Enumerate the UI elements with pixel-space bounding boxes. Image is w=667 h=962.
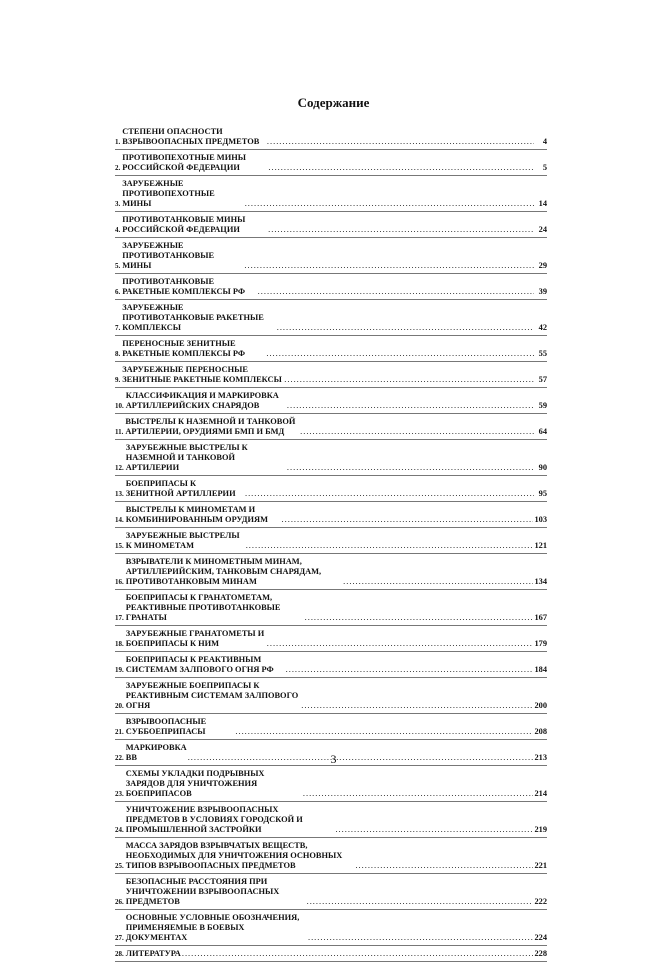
toc-entry-number: 26. — [115, 898, 124, 906]
toc-entry — [115, 414, 547, 440]
toc-entry-page: 200 — [534, 701, 547, 710]
toc-leader-dots — [286, 665, 534, 675]
toc-entry-title: ЗАРУБЕЖНЫЕ ГРАНАТОМЕТЫ И БОЕПРИПАСЫ К НИМ — [125, 629, 265, 648]
toc-entry-page: 121 — [534, 541, 547, 550]
toc-entry-title: ВЫСТРЕЛЫ К МИНОМЕТАМ И КОМБИНИРОВАННЫМ ОРУДИЯМ — [125, 505, 268, 524]
table-of-contents — [115, 124, 547, 962]
toc-entry-number: 15. — [115, 542, 124, 550]
toc-entry-number: 21. — [115, 728, 124, 736]
toc-leader-dots — [258, 287, 534, 297]
toc-entry-page: 219 — [534, 825, 547, 834]
toc-entry-page: 214 — [534, 789, 547, 798]
toc-entry-title: ОСНОВНЫЕ УСЛОВНЫЕ ОБОЗНАЧЕНИЯ, ПРИМЕНЯЕМЫЕ В БОЕВЫХ ДОКУМЕНТАХ — [125, 913, 300, 942]
toc-entry — [115, 362, 547, 388]
toc-entry-title: ПЕРЕНОСНЫЕ ЗЕНИТНЫЕ РАКЕТНЫЕ КОМПЛЕКСЫ РФ — [122, 339, 246, 358]
toc-entry-title: МАССА ЗАРЯДОВ ВЗРЫВЧАТЫХ ВЕЩЕСТВ, НЕОБХОДИМЫХ ДЛЯ УНИЧТОЖЕНИЯ ОСНОВНЫХ ТИПОВ ВЗРЫВООПАСНЫХ ПРЕДМЕТОВ — [125, 841, 343, 870]
toc-entry-number: 13. — [115, 490, 124, 498]
toc-entry — [115, 150, 547, 176]
toc-entry-page: 103 — [534, 515, 547, 524]
toc-entry — [115, 714, 547, 740]
toc-entry — [115, 554, 547, 590]
toc-entry-number: 27. — [115, 934, 124, 942]
toc-entry — [115, 766, 547, 802]
toc-entry-title: БОЕПРИПАСЫ К РЕАКТИВНЫМ СИСТЕМАМ ЗАЛПОВОГО ОГНЯ РФ — [125, 655, 274, 674]
toc-entry-page: 42 — [538, 323, 547, 332]
toc-entry-number: 24. — [115, 826, 124, 834]
toc-entry-title: ПРОТИВОТАНКОВЫЕ РАКЕТНЫЕ КОМПЛЕКСЫ РФ — [122, 277, 246, 296]
toc-entry-page: 184 — [534, 665, 547, 674]
toc-entry-page: 224 — [534, 933, 547, 942]
toc-entry — [115, 626, 547, 652]
toc-entry — [115, 910, 547, 946]
toc-entry — [115, 874, 547, 910]
toc-entry-number: 11. — [115, 428, 124, 436]
toc-entry — [115, 838, 547, 874]
toc-entry-number: 6. — [115, 288, 121, 296]
toc-entry-page: 64 — [538, 427, 547, 436]
toc-entry-page: 134 — [534, 577, 547, 586]
toc-entry-title: ЗАРУБЕЖНЫЕ ПЕРЕНОСНЫЕ ЗЕНИТНЫЕ РАКЕТНЫЕ КОМПЛЕКСЫ — [122, 365, 282, 384]
toc-leader-dots — [268, 163, 534, 173]
toc-entry — [115, 300, 547, 336]
toc-entry — [115, 502, 547, 528]
toc-entry — [115, 124, 547, 150]
toc-entry-title: ЗАРУБЕЖНЫЕ ПРОТИВОТАНКОВЫЕ РАКЕТНЫЕ КОМПЛЕКСЫ — [122, 303, 264, 332]
toc-leader-dots — [284, 375, 534, 385]
toc-entry-number: 9. — [115, 376, 121, 384]
toc-entry-number: 28. — [115, 950, 124, 958]
toc-entry-number: 1. — [115, 138, 121, 146]
toc-leader-dots — [335, 825, 533, 835]
toc-leader-dots — [244, 261, 534, 271]
toc-entry — [115, 590, 547, 626]
toc-entry-page: 95 — [538, 489, 547, 498]
toc-entry-number: 19. — [115, 666, 124, 674]
toc-leader-dots — [287, 463, 534, 473]
toc-entry-title: КЛАССИФИКАЦИЯ И МАРКИРОВКА АРТИЛЛЕРИЙСКИХ СНАРЯДОВ — [125, 391, 279, 410]
toc-entry — [115, 476, 547, 502]
toc-entry — [115, 212, 547, 238]
toc-leader-dots — [182, 949, 534, 959]
toc-entry-number: 4. — [115, 226, 121, 234]
toc-entry-page: 4 — [542, 137, 547, 146]
page-number: 3 — [330, 752, 337, 766]
toc-entry-page: 221 — [534, 861, 547, 870]
toc-entry-number: 10. — [115, 402, 124, 410]
toc-entry-page: 228 — [534, 949, 547, 958]
toc-entry — [115, 388, 547, 414]
toc-entry-number: 25. — [115, 862, 124, 870]
toc-entry-title: ЗАРУБЕЖНЫЕ ПРОТИВОПЕХОТНЫЕ МИНЫ — [122, 179, 215, 208]
toc-entry — [115, 336, 547, 362]
toc-entry — [115, 802, 547, 838]
toc-entry — [115, 176, 547, 212]
toc-entry-number: 18. — [115, 640, 124, 648]
toc-entry-page: 39 — [538, 287, 547, 296]
toc-entry — [115, 440, 547, 476]
toc-entry-title: ВЗРЫВООПАСНЫЕ СУББОЕПРИПАСЫ — [125, 717, 207, 736]
toc-entry — [115, 678, 547, 714]
toc-entry-title: УНИЧТОЖЕНИЕ ВЗРЫВООПАСНЫХ ПРЕДМЕТОВ В УСЛОВИЯХ ГОРОДСКОЙ И ПРОМЫШЛЕННОЙ ЗАСТРОЙКИ — [125, 805, 303, 834]
toc-entry-number: 5. — [115, 262, 121, 270]
toc-entry-title: МАРКИРОВКА ВВ — [125, 743, 187, 762]
toc-entry-title: БОЕПРИПАСЫ К ГРАНАТОМЕТАМ, РЕАКТИВНЫЕ ПРОТИВОТАНКОВЫЕ ГРАНАТЫ — [125, 593, 281, 622]
toc-entry — [115, 652, 547, 678]
toc-entry-number: 20. — [115, 702, 124, 710]
toc-entry-page: 24 — [538, 225, 547, 234]
toc-leader-dots — [287, 401, 534, 411]
toc-entry-title: ПРОТИВОТАНКОВЫЕ МИНЫ РОССИЙСКОЙ ФЕДЕРАЦИИ — [122, 215, 246, 234]
toc-entry-number: 17. — [115, 614, 124, 622]
toc-entry-title: ЛИТЕРАТУРА — [125, 949, 181, 958]
toc-entry-number: 16. — [115, 578, 124, 586]
toc-leader-dots — [267, 639, 534, 649]
toc-entry-number: 8. — [115, 350, 121, 358]
toc-entry — [115, 238, 547, 274]
toc-entry-title: ВЗРЫВАТЕЛИ К МИНОМЕТНЫМ МИНАМ, АРТИЛЛЕРИЙСКИМ, ТАНКОВЫМ СНАРЯДАМ, ПРОТИВОТАНКОВЫМ МИНАМ — [125, 557, 322, 586]
toc-entry-page: 29 — [538, 261, 547, 270]
toc-leader-dots — [268, 225, 534, 235]
toc-leader-dots — [308, 933, 533, 943]
toc-entry-title: ВЫСТРЕЛЫ К НАЗЕМНОЙ И ТАНКОВОЙ АРТИЛЕРИИ, ОРУДИЯМИ БМП И БМД — [125, 417, 296, 436]
toc-entry-title: ЗАРУБЕЖНЫЕ ВЫСТРЕЛЫ К НАЗЕМНОЙ И ТАНКОВОЙ АРТИЛЕРИИ — [125, 443, 248, 472]
toc-entry-title: БЕЗОПАСНЫЕ РАССТОЯНИЯ ПРИ УНИЧТОЖЕНИИ ВЗРЫВООПАСНЫХ ПРЕДМЕТОВ — [125, 877, 280, 906]
toc-entry-title: ПРОТИВОПЕХОТНЫЕ МИНЫ РОССИЙСКОЙ ФЕДЕРАЦИИ — [122, 153, 246, 172]
toc-entry-number: 7. — [115, 324, 121, 332]
toc-leader-dots — [282, 515, 534, 525]
toc-leader-dots — [301, 701, 533, 711]
toc-leader-dots — [277, 323, 534, 333]
toc-leader-dots — [245, 199, 534, 209]
toc-entry-number: 23. — [115, 790, 124, 798]
toc-entry — [115, 946, 547, 962]
toc-entry-title: СТЕПЕНИ ОПАСНОСТИ ВЗРЫВООПАСНЫХ ПРЕДМЕТОВ — [122, 127, 260, 146]
toc-entry-page: 59 — [538, 401, 547, 410]
toc-entry-number: 12. — [115, 464, 124, 472]
toc-entry-page: 55 — [538, 349, 547, 358]
toc-entry-page: 208 — [534, 727, 547, 736]
toc-entry-page: 213 — [534, 753, 547, 762]
toc-entry-page: 5 — [542, 163, 547, 172]
toc-leader-dots — [303, 789, 534, 799]
toc-leader-dots — [307, 897, 534, 907]
toc-entry-page: 57 — [538, 375, 547, 384]
toc-entry-number: 3. — [115, 200, 121, 208]
toc-leader-dots — [300, 427, 534, 437]
toc-leader-dots — [235, 727, 533, 737]
toc-entry-number: 2. — [115, 164, 121, 172]
toc-entry — [115, 528, 547, 554]
toc-entry-page: 167 — [534, 613, 547, 622]
toc-entry — [115, 274, 547, 300]
toc-entry-number: 22. — [115, 754, 124, 762]
toc-entry-title: ЗАРУБЕЖНЫЕ БОЕПРИПАСЫ К РЕАКТИВНЫМ СИСТЕМАМ ЗАЛПОВОГО ОГНЯ — [125, 681, 299, 710]
toc-leader-dots — [267, 137, 534, 147]
toc-entry-title: ЗАРУБЕЖНЫЕ ВЫСТРЕЛЫ К МИНОМЕТАМ — [125, 531, 240, 550]
toc-leader-dots — [266, 349, 534, 359]
toc-leader-dots — [343, 577, 533, 587]
page-title: Содержание — [297, 95, 370, 110]
toc-leader-dots — [246, 541, 534, 551]
toc-entry-title: СХЕМЫ УКЛАДКИ ПОДРЫВНЫХ ЗАРЯДОВ ДЛЯ УНИЧТОЖЕНИЯ БОЕПРИПАСОВ — [125, 769, 265, 798]
toc-entry-page: 179 — [534, 639, 547, 648]
toc-leader-dots — [245, 489, 534, 499]
toc-entry-page: 90 — [538, 463, 547, 472]
toc-entry-title: ЗАРУБЕЖНЫЕ ПРОТИВОТАНКОВЫЕ МИНЫ — [122, 241, 215, 270]
toc-entry-page: 14 — [538, 199, 547, 208]
toc-entry-page: 222 — [534, 897, 547, 906]
toc-leader-dots — [305, 613, 534, 623]
toc-entry-number: 14. — [115, 516, 124, 524]
toc-leader-dots — [355, 861, 533, 871]
toc-entry-title: БОЕПРИПАСЫ К ЗЕНИТНОЙ АРТИЛЛЕРИИ — [125, 479, 236, 498]
